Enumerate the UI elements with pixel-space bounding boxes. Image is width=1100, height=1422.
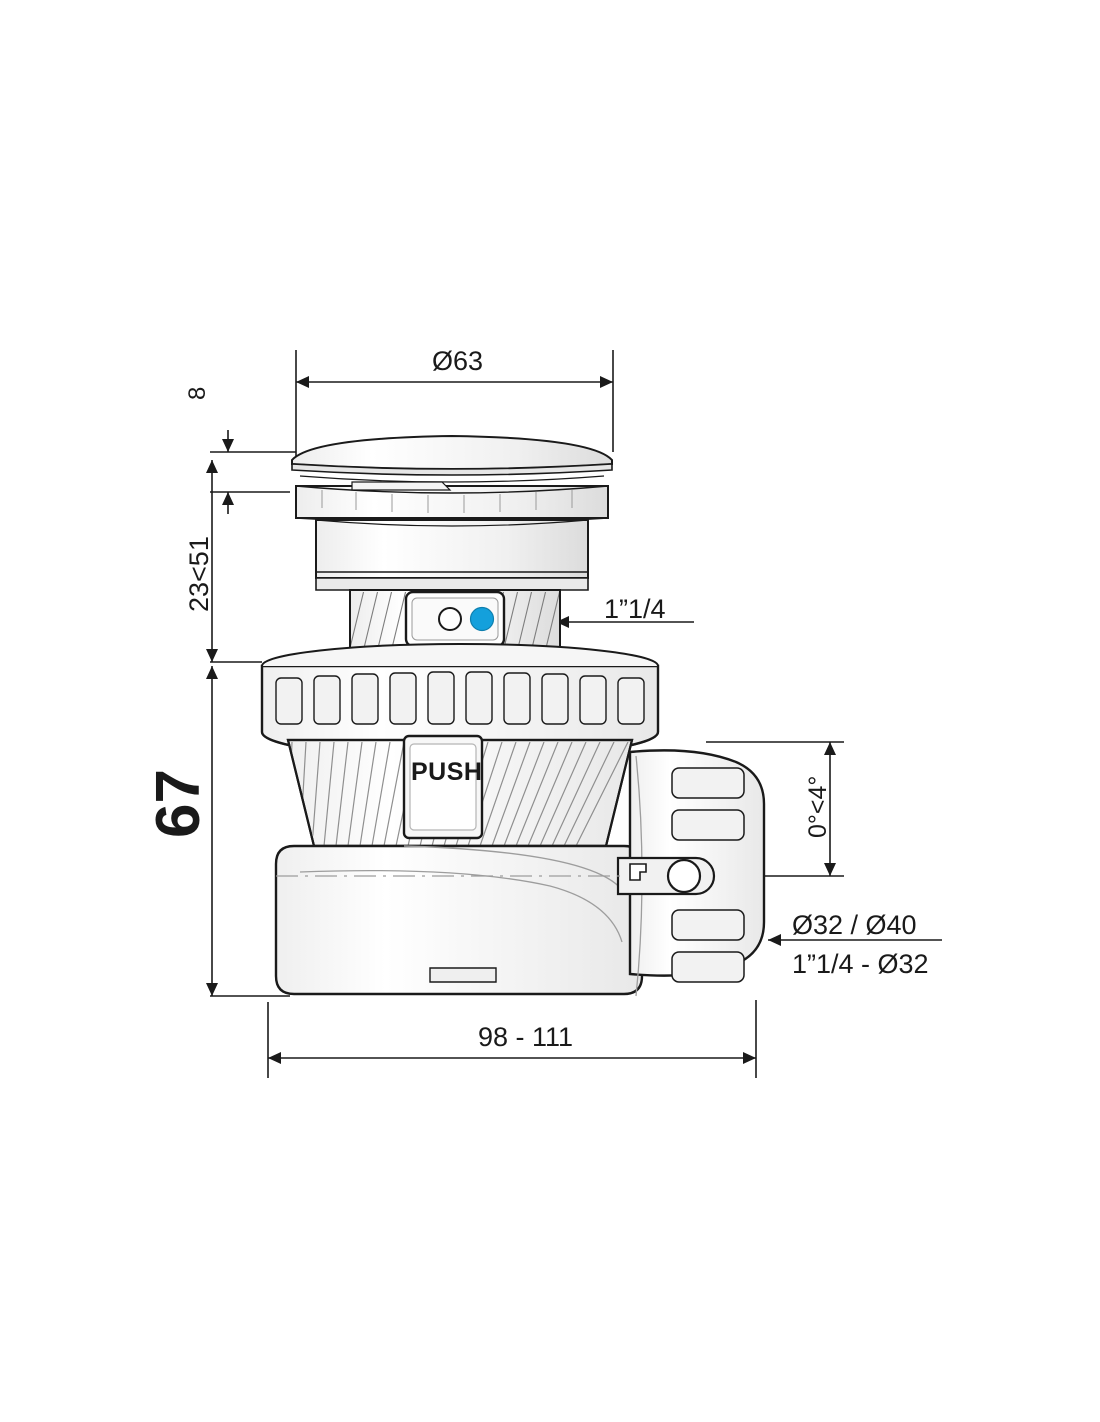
dimension-label-cap-diameter: Ø63	[432, 346, 484, 376]
indicator-open-dot	[439, 608, 461, 630]
dimension-label-adjust-range: 23<51	[184, 536, 214, 612]
dimension-label-outlet-diameter: Ø32 / Ø40	[792, 910, 917, 940]
dimension-label-inlet-thread: 1”1/4	[604, 594, 666, 624]
dimension-label-total-length: 98 - 111	[478, 1022, 574, 1052]
open-close-indicator	[406, 592, 504, 646]
dimension-label-cap-height: 8	[184, 386, 211, 400]
dimension-label-outlet-angle: 0°<4°	[804, 775, 832, 838]
dimension-label-outlet-thread: 1”1/4 - Ø32	[792, 949, 929, 979]
cap-seat-ring	[296, 482, 608, 523]
drain-cap	[292, 436, 612, 482]
upper-barrel	[316, 520, 588, 590]
dimension-label-total-height: 67	[144, 769, 213, 838]
indicator-closed-dot	[471, 608, 494, 631]
push-button[interactable]	[404, 736, 482, 838]
push-button-label: PUSH	[411, 758, 483, 786]
trap-body	[276, 846, 642, 994]
